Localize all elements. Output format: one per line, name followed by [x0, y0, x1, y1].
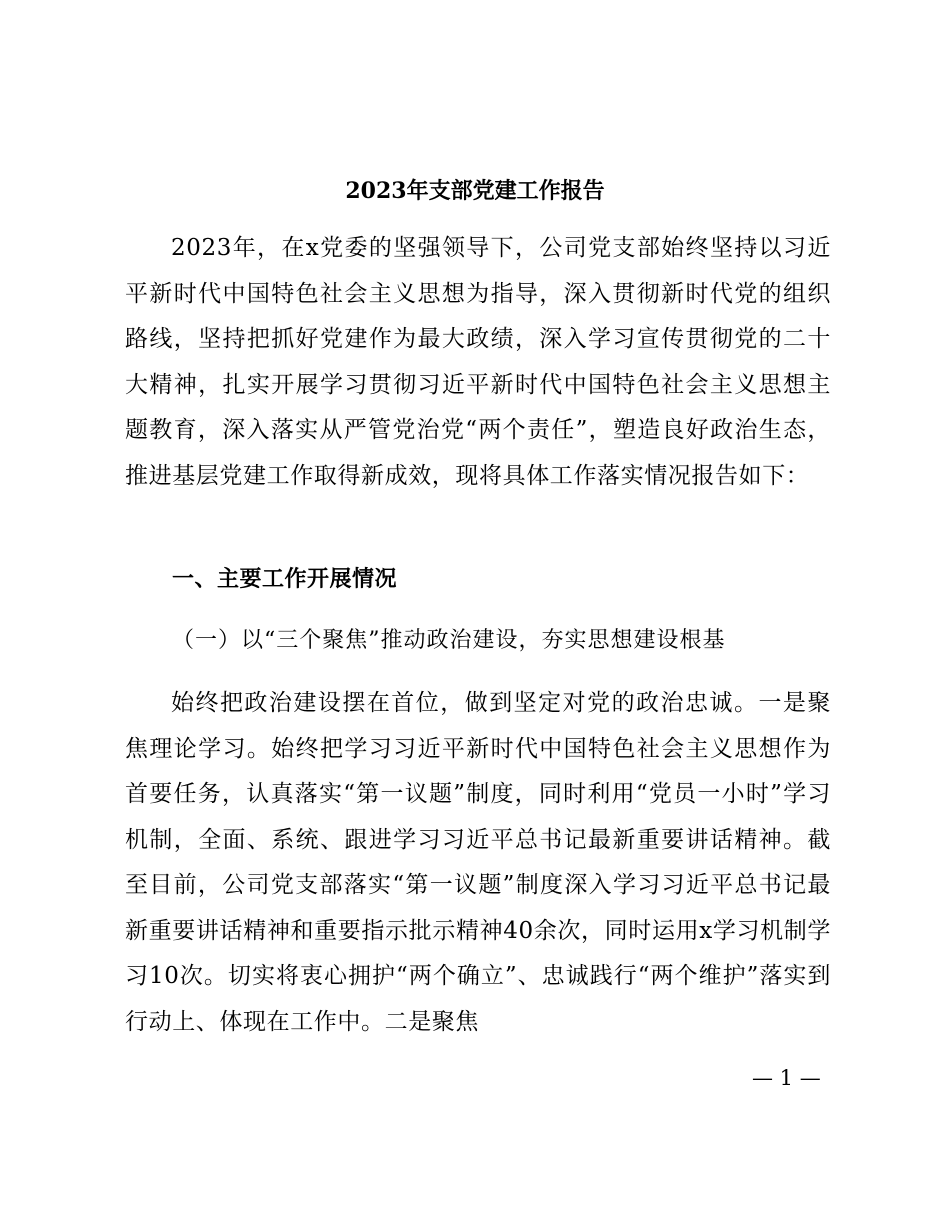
- document-title: 2023年支部党建工作报告: [345, 178, 605, 204]
- intro-paragraph: 2023年，在x党委的坚强领导下，公司党支部始终坚持以习近平新时代中国特色社会主义思想为指导，深入贯彻新时代党的组织路线，坚持把抓好党建作为最大政绩，深入学习宣传贯彻党的二十大精神，扎实开展学习贯彻习近平新时代中国特色社会主义思想主题教育，深入落实从严管党治党“两个责任”，塑造良好政治生态，推进基层党建工作取得新成效，现将具体工作落实情况报告如下：: [125, 235, 831, 489]
- subsection-heading: （一）以“三个聚焦”推动政治建设，夯实思想建设根基: [172, 628, 726, 653]
- subsection-body-paragraph: 始终把政治建设摆在首位，做到坚定对党的政治忠诚。一是聚焦理论学习。始终把学习习近平新时代中国特色社会主义思想作为首要任务，认真落实“第一议题”制度，同时利用“党员一小时”学习机制，全面、系统、跟进学习习近平总书记最新重要讲话精神。截至目前，公司党支部落实“第一议题”制度深入学习习近平总书记最新重要讲话精神和重要指示批示精神40余次，同时运用x学习机制学习10次。切实将衷心拥护“两个确立”、忠诚践行“两个维护”落实到行动上、体现在工作中。二是聚焦: [125, 690, 831, 1035]
- page-number: — 1 —: [752, 1066, 821, 1090]
- section-heading: 一、主要工作开展情况: [172, 567, 398, 592]
